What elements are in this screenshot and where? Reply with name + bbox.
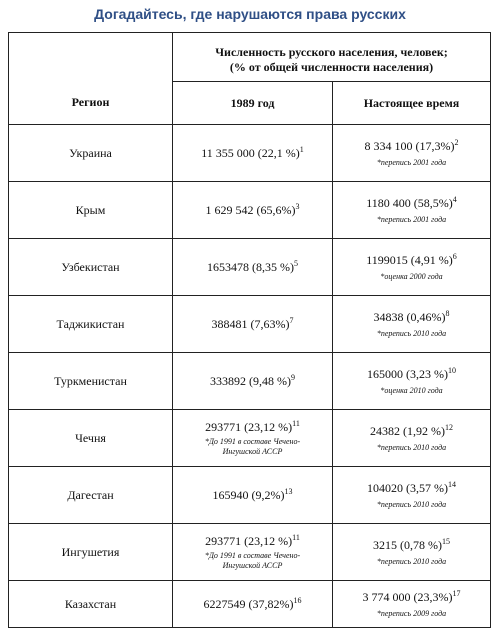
footnote-ref-1989: 3 — [295, 202, 300, 211]
source-note-now: *перепись 2010 года — [376, 443, 447, 452]
source-note-now: *перепись 2001 года — [376, 215, 447, 224]
cell-now — [333, 410, 491, 467]
note-1989-line1: *До 1991 в составе Чечено- — [204, 551, 301, 560]
value-1989: 1653478 (8,35 %) — [207, 260, 294, 274]
group-header-line2: (% от общей численности населения) — [229, 60, 434, 74]
source-note-now: *перепись 2010 года — [376, 557, 447, 566]
cell-1989 — [173, 467, 333, 524]
table-row — [9, 239, 491, 296]
value-1989: 388481 (7,63%) — [211, 317, 290, 331]
cell-region: Узбекистан — [9, 239, 173, 296]
value-now: 3 774 000 (23,3%) — [362, 590, 453, 604]
value-now: 24382 (1,92 %) — [370, 424, 445, 438]
footnote-ref-1989: 11 — [292, 533, 300, 542]
cell-region: Украина — [9, 125, 173, 182]
cell-1989 — [173, 296, 333, 353]
value-now: 3215 (0,78 %) — [373, 538, 442, 552]
column-header-1989: 1989 год — [173, 82, 333, 125]
footnote-ref-now: 10 — [448, 366, 456, 375]
cell-now — [333, 125, 491, 182]
cell-region: Туркменистан — [9, 353, 173, 410]
note-1989 — [205, 551, 300, 571]
footnote-ref-now: 12 — [445, 423, 453, 432]
cell-now — [333, 467, 491, 524]
footnote-ref-now: 2 — [454, 138, 459, 147]
footnote-ref-now: 14 — [448, 480, 456, 489]
population-table — [8, 32, 491, 628]
column-header-region: Регион — [9, 82, 173, 125]
cell-region: Чечня — [9, 410, 173, 467]
cell-1989 — [173, 524, 333, 581]
value-now: 1199015 (4,91 %) — [366, 253, 453, 267]
footnote-ref-1989: 9 — [291, 373, 295, 382]
value-1989: 6227549 (37,82%) — [203, 597, 294, 611]
cell-region: Крым — [9, 182, 173, 239]
cell-1989 — [173, 353, 333, 410]
value-1989: 165940 (9,2%) — [212, 488, 285, 502]
note-1989 — [205, 437, 300, 457]
footnote-ref-1989: 13 — [284, 487, 293, 496]
source-note-now: *перепись 2001 года — [376, 158, 447, 167]
cell-now — [333, 581, 491, 628]
table-row — [9, 125, 491, 182]
page-title: Догадайтесь, где нарушаются права русских — [94, 6, 406, 22]
table-row — [9, 524, 491, 581]
table-row — [9, 182, 491, 239]
table-row — [9, 467, 491, 524]
footnote-ref-1989: 16 — [293, 596, 302, 605]
group-header-line1: Численность русского населения, человек; — [215, 45, 448, 59]
table-row — [9, 296, 491, 353]
cell-1989 — [173, 182, 333, 239]
value-now: 34838 (0,46%) — [373, 310, 446, 324]
value-now: 104020 (3,57 %) — [367, 481, 448, 495]
cell-now — [333, 182, 491, 239]
value-1989: 11 355 000 (22,1 %) — [201, 146, 300, 160]
cell-region: Ингушетия — [9, 524, 173, 581]
table-row — [9, 410, 491, 467]
value-1989: 293771 (23,12 %) — [205, 420, 293, 434]
cell-now — [333, 524, 491, 581]
footnote-ref-now: 8 — [445, 309, 450, 318]
source-note-now: *оценка 2010 года — [380, 386, 443, 395]
footnote-ref-now: 15 — [442, 537, 450, 546]
cell-region: Казахстан — [9, 581, 173, 628]
cell-1989 — [173, 125, 333, 182]
cell-now — [333, 296, 491, 353]
value-now: 165000 (3,23 %) — [367, 367, 448, 381]
cell-region: Дагестан — [9, 467, 173, 524]
source-note-now: *оценка 2000 года — [380, 272, 443, 281]
footnote-ref-now: 4 — [452, 195, 457, 204]
footnote-ref-now: 17 — [452, 589, 461, 598]
table-row — [9, 581, 491, 628]
value-1989: 1 629 542 (65,6%) — [205, 203, 296, 217]
group-header — [173, 33, 491, 82]
footnote-ref-now: 6 — [452, 252, 457, 261]
column-header-now: Настоящее время — [333, 82, 491, 125]
source-note-now: *перепись 2010 года — [376, 500, 447, 509]
cell-1989 — [173, 239, 333, 296]
value-now: 1180 400 (58,5%) — [366, 196, 453, 210]
header-blank-cell — [9, 33, 173, 82]
note-1989-line1: *До 1991 в составе Чечено- — [204, 437, 301, 446]
value-now: 8 334 100 (17,3%) — [364, 139, 455, 153]
footnote-ref-1989: 7 — [289, 316, 294, 325]
note-1989-line2: Ингушской АССР — [222, 447, 283, 456]
header-row-group — [9, 33, 491, 82]
value-1989: 293771 (23,12 %) — [205, 534, 293, 548]
cell-now — [333, 353, 491, 410]
footnote-ref-1989: 5 — [294, 259, 298, 268]
footnote-ref-1989: 1 — [299, 145, 304, 154]
footnote-ref-1989: 11 — [292, 419, 300, 428]
cell-region: Таджикистан — [9, 296, 173, 353]
header-row-columns — [9, 82, 491, 125]
cell-now — [333, 239, 491, 296]
value-1989: 333892 (9,48 %) — [210, 374, 291, 388]
source-note-now: *перепись 2010 года — [376, 329, 447, 338]
source-note-now: *перепись 2009 года — [376, 609, 447, 618]
table-row — [9, 353, 491, 410]
note-1989-line2: Ингушской АССР — [222, 561, 283, 570]
cell-1989 — [173, 581, 333, 628]
cell-1989 — [173, 410, 333, 467]
